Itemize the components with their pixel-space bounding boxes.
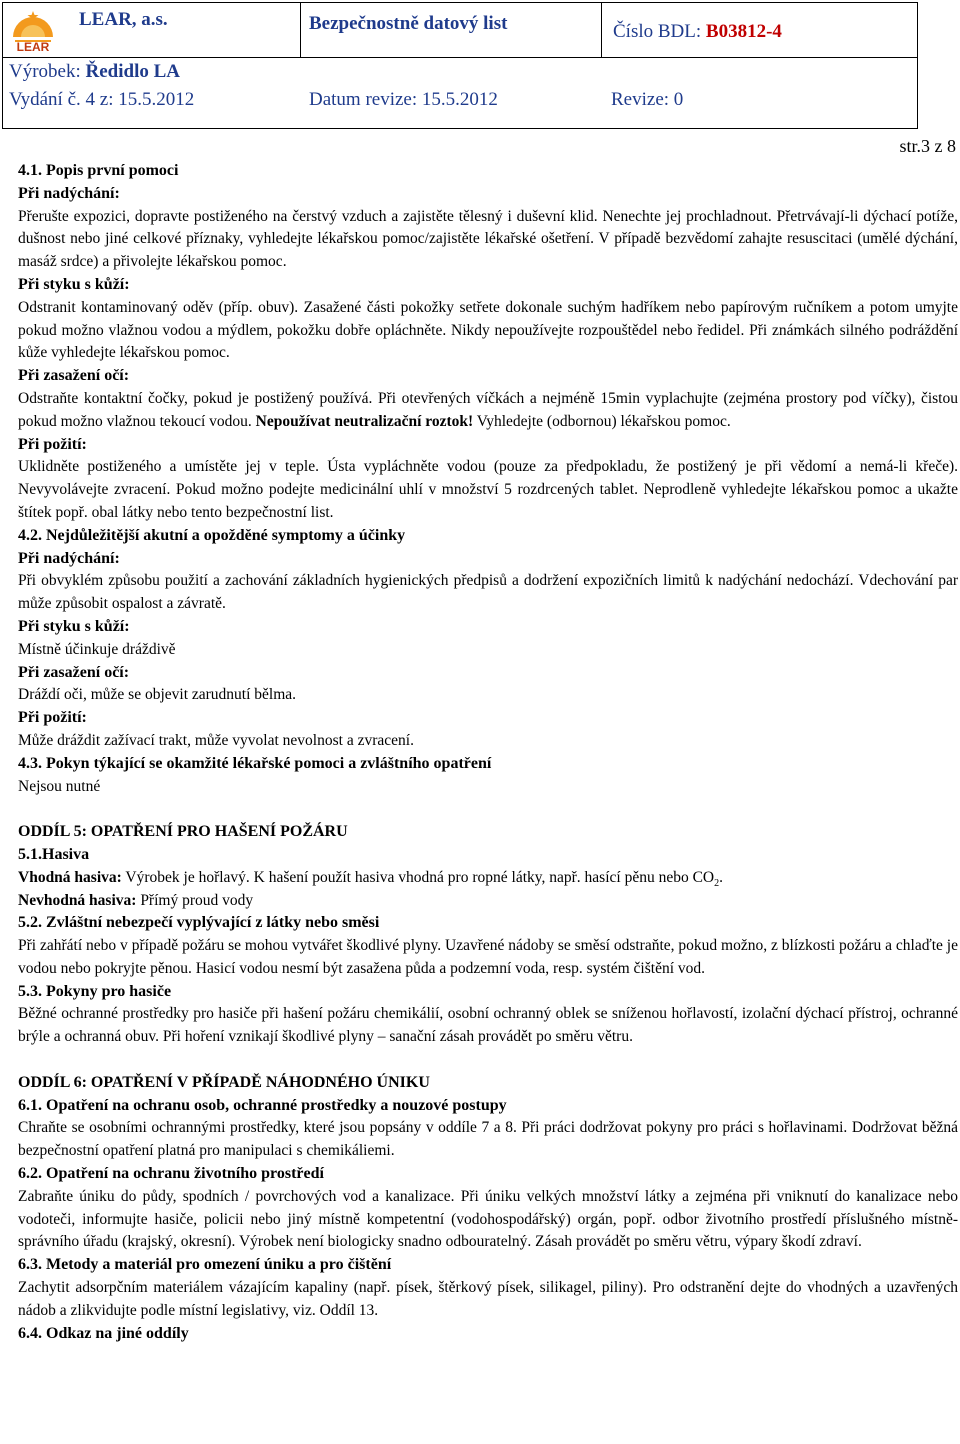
product-name: Ředidlo LA bbox=[85, 61, 181, 82]
label-inhalation: Při nadýchání: bbox=[18, 184, 120, 202]
page-number: str.3 z 8 bbox=[899, 136, 956, 156]
heading-6-3: 6.3. Metody a materiál pro omezení úniku a pro čištění bbox=[18, 1256, 392, 1274]
bdl-number bbox=[613, 21, 782, 43]
document-title: Bezpečnostně datový list bbox=[309, 13, 508, 34]
text-skin: Odstranit kontaminovaný oděv (příp. obuv). Zasažené části pokožky setřete dokonale suchým hadříkem nebo papírovým ručníkem a potom umyjte pokud možno vlažnou vodou a mýdlem, pokožku dobře opláchněte. Nikdy nepoužívejte rozpouštědel nebo ředidel. Při známkách silného podráždění kůže vyhledejte lékařskou pomoc. bbox=[18, 298, 958, 362]
text-4-3: Nejsou nutné bbox=[18, 777, 101, 795]
text-6-1: Chraňte se osobními ochrannými prostředky, které jsou popsány v oddíle 7 a 8. Při práci dodržovat pokyny pro práci s hořlavinami. Dodržovat běžná bezpečnostní opatření platná pro manipulaci s chemikáliemi. bbox=[18, 1119, 958, 1160]
label-ingestion: Při požití: bbox=[18, 709, 87, 727]
text-suitable-media bbox=[18, 867, 958, 890]
label-ingestion: Při požití: bbox=[18, 435, 87, 453]
product-line bbox=[9, 61, 180, 83]
label-eyes: Při zasažení očí: bbox=[18, 663, 130, 681]
text-inhalation: Přerušte expozici, dopravte postiženého na čerstvý vzduch a zajistěte tělesný i duševní klid. Nenechte jej prochladnout. Přetrvávají-li dýchací potíže, dušnost nebo jiné celkové příznaky, vyhledejte lékařskou pomoc/zajistěte lékařské ošetření. V případě bezvědomí zahajte resuscitaci (umělé dýchání, masáž srdce) a přivolejte lékařskou pomoc. bbox=[18, 207, 958, 271]
product-label: Výrobek: bbox=[9, 61, 81, 82]
text-eyes: Dráždí oči, může se objevit zarudnutí bělma. bbox=[18, 686, 297, 704]
text-eyes-part: Odstraňte kontaktní čočky, pokud je postižený používá. Při otevřených víčkách a nejméně 15min vyplachujte (zejména prostory pod víčky), čistou pokud možno vlažnou tekoucí vodou. bbox=[18, 389, 958, 430]
heading-6-1: 6.1. Opatření na ochranu osob, ochranné prostředky a nouzové postupy bbox=[18, 1096, 507, 1114]
label-inhalation: Při nadýchání: bbox=[18, 549, 120, 567]
logo-text: LEAR bbox=[16, 40, 50, 53]
document-body bbox=[18, 160, 958, 1345]
unsuitable-media-value: Přímý proud vody bbox=[136, 891, 254, 909]
co2-subscript: 2 bbox=[714, 877, 720, 889]
suitable-media-end: . bbox=[719, 868, 723, 886]
text-6-3: Zachytit adsorpčním materiálem vázajícím kapaliny (např. písek, štěrkový písek, silikagel, piliny). Pro odstranění dejte do vhodných a uzavřených nádob a zlikvidujte podle místní legislativy, viz. Oddíl 13. bbox=[18, 1279, 958, 1319]
issue-info: Vydání č. 4 z: 15.5.2012 bbox=[9, 89, 195, 110]
bdl-label: Číslo BDL: bbox=[613, 21, 702, 42]
label-eyes: Při zasažení očí: bbox=[18, 367, 130, 385]
header-divider bbox=[300, 3, 301, 58]
text-inhalation: Při obvyklém způsobu použití a zachování základních hygienických předpisů a dodržení expozičních limitů k nadýchání nedochází. Vdechování par může způsobit ospalost a závratě. bbox=[18, 572, 958, 613]
text-eyes-part: Vyhledejte (odbornou) lékařskou pomoc. bbox=[473, 412, 731, 430]
heading-5-2: 5.2. Zvláštní nebezpečí vyplývající z látky nebo směsi bbox=[18, 914, 380, 932]
text-eyes-warning: Nepoužívat neutralizační roztok! bbox=[255, 412, 474, 430]
revision-number: Revize: 0 bbox=[611, 89, 684, 110]
label-skin: Při styku s kůží: bbox=[18, 617, 130, 635]
text-6-2: Zabraňte úniku do půdy, spodních / povrchových vod a kanalizace. Při úniku velkých množství látky a zejména při vniknutí do kanalizace nebo vodoteči, informujte hasiče, policii nebo jiný místně kompetentní (vodohospodářský) orgán, popř. odbor životního prostředí příslušného místně-správního úřadu (krajský, okresní). Výrobek není biologicky snadno odbouratelný. Zásah provádět po směru větru, výpary škodí zdraví. bbox=[18, 1187, 958, 1251]
text-eyes bbox=[18, 388, 958, 434]
heading-4-2: 4.2. Nejdůležitější akutní a opožděné symptomy a účinky bbox=[18, 526, 406, 544]
lear-logo-icon bbox=[7, 7, 59, 53]
heading-5-3: 5.3. Pokyny pro hasiče bbox=[18, 982, 172, 1000]
heading-4-3: 4.3. Pokyn týkající se okamžité lékařské pomoci a zvláštního opatření bbox=[18, 754, 492, 772]
bdl-value: B03812-4 bbox=[705, 21, 782, 42]
label-unsuitable-media: Nevhodná hasiva: bbox=[18, 891, 137, 909]
spacer bbox=[18, 1049, 958, 1072]
text-ingestion: Uklidněte postiženého a umístěte jej v teple. Ústa vypláchněte vodou (pouze za předpokladu, že postižený je při vědomí a nemá-li křeče). Nevyvolávejte zvracení. Pokud možno podejte medicinální uhlí v množství 5 rozdrcených tablet. Neprodleně vyhledejte lékařskou pomoc a ukažte štítek popř. obal látky nebo tento bezpečnostní list. bbox=[18, 458, 958, 521]
heading-5-1: 5.1.Hasiva bbox=[18, 845, 90, 863]
text-skin: Místně účinkuje dráždivě bbox=[18, 640, 176, 658]
spacer bbox=[18, 798, 958, 821]
suitable-media-value: Výrobek je hořlavý. K hašení použít hasiva vhodná pro ropné látky, např. hasící pěnu nebo CO bbox=[121, 868, 715, 886]
label-suitable-media: Vhodná hasiva: bbox=[18, 868, 122, 886]
heading-6-4: 6.4. Odkaz na jiné oddíly bbox=[18, 1324, 189, 1342]
section-5-title: ODDÍL 5: OPATŘENÍ PRO HAŠENÍ POŽÁRU bbox=[18, 823, 348, 841]
text-5-3: Běžné ochranné prostředky pro hasiče při hašení požáru chemikálií, osobní ochranný oblek se sníženou hořlavostí, izolační dýchací přístroj, ochranné brýle a ochranná obuv. Při hoření vznikají škodlivé plyny – sanační zásah provádět po směru větru. bbox=[18, 1005, 958, 1046]
text-unsuitable-media bbox=[18, 890, 958, 913]
text-5-2: Při zahřátí nebo v případě požáru se mohou vytvářet škodlivé plyny. Uzavřené nádoby se směsí odstraňte, pokud možno, z blízkosti požáru a chlaďte je vodou nebo pokryjte pěnou. Hasicí vodou nesmí být zasažena půda a podzemní voda, resp. systém čištění vod. bbox=[18, 937, 958, 977]
label-skin: Při styku s kůží: bbox=[18, 275, 130, 293]
revision-date: Datum revize: 15.5.2012 bbox=[309, 89, 498, 110]
heading-6-2: 6.2. Opatření na ochranu životního prostředí bbox=[18, 1165, 324, 1183]
header-divider bbox=[601, 3, 602, 58]
company-name: LEAR, a.s. bbox=[79, 9, 168, 30]
section-6-title: ODDÍL 6: OPATŘENÍ V PŘÍPADĚ NÁHODNÉHO ÚNIKU bbox=[18, 1073, 430, 1091]
text-ingestion: Může dráždit zažívací trakt, může vyvolat nevolnost a zvracení. bbox=[18, 731, 414, 749]
heading-4-1: 4.1. Popis první pomoci bbox=[18, 162, 179, 179]
document-header bbox=[2, 2, 918, 129]
